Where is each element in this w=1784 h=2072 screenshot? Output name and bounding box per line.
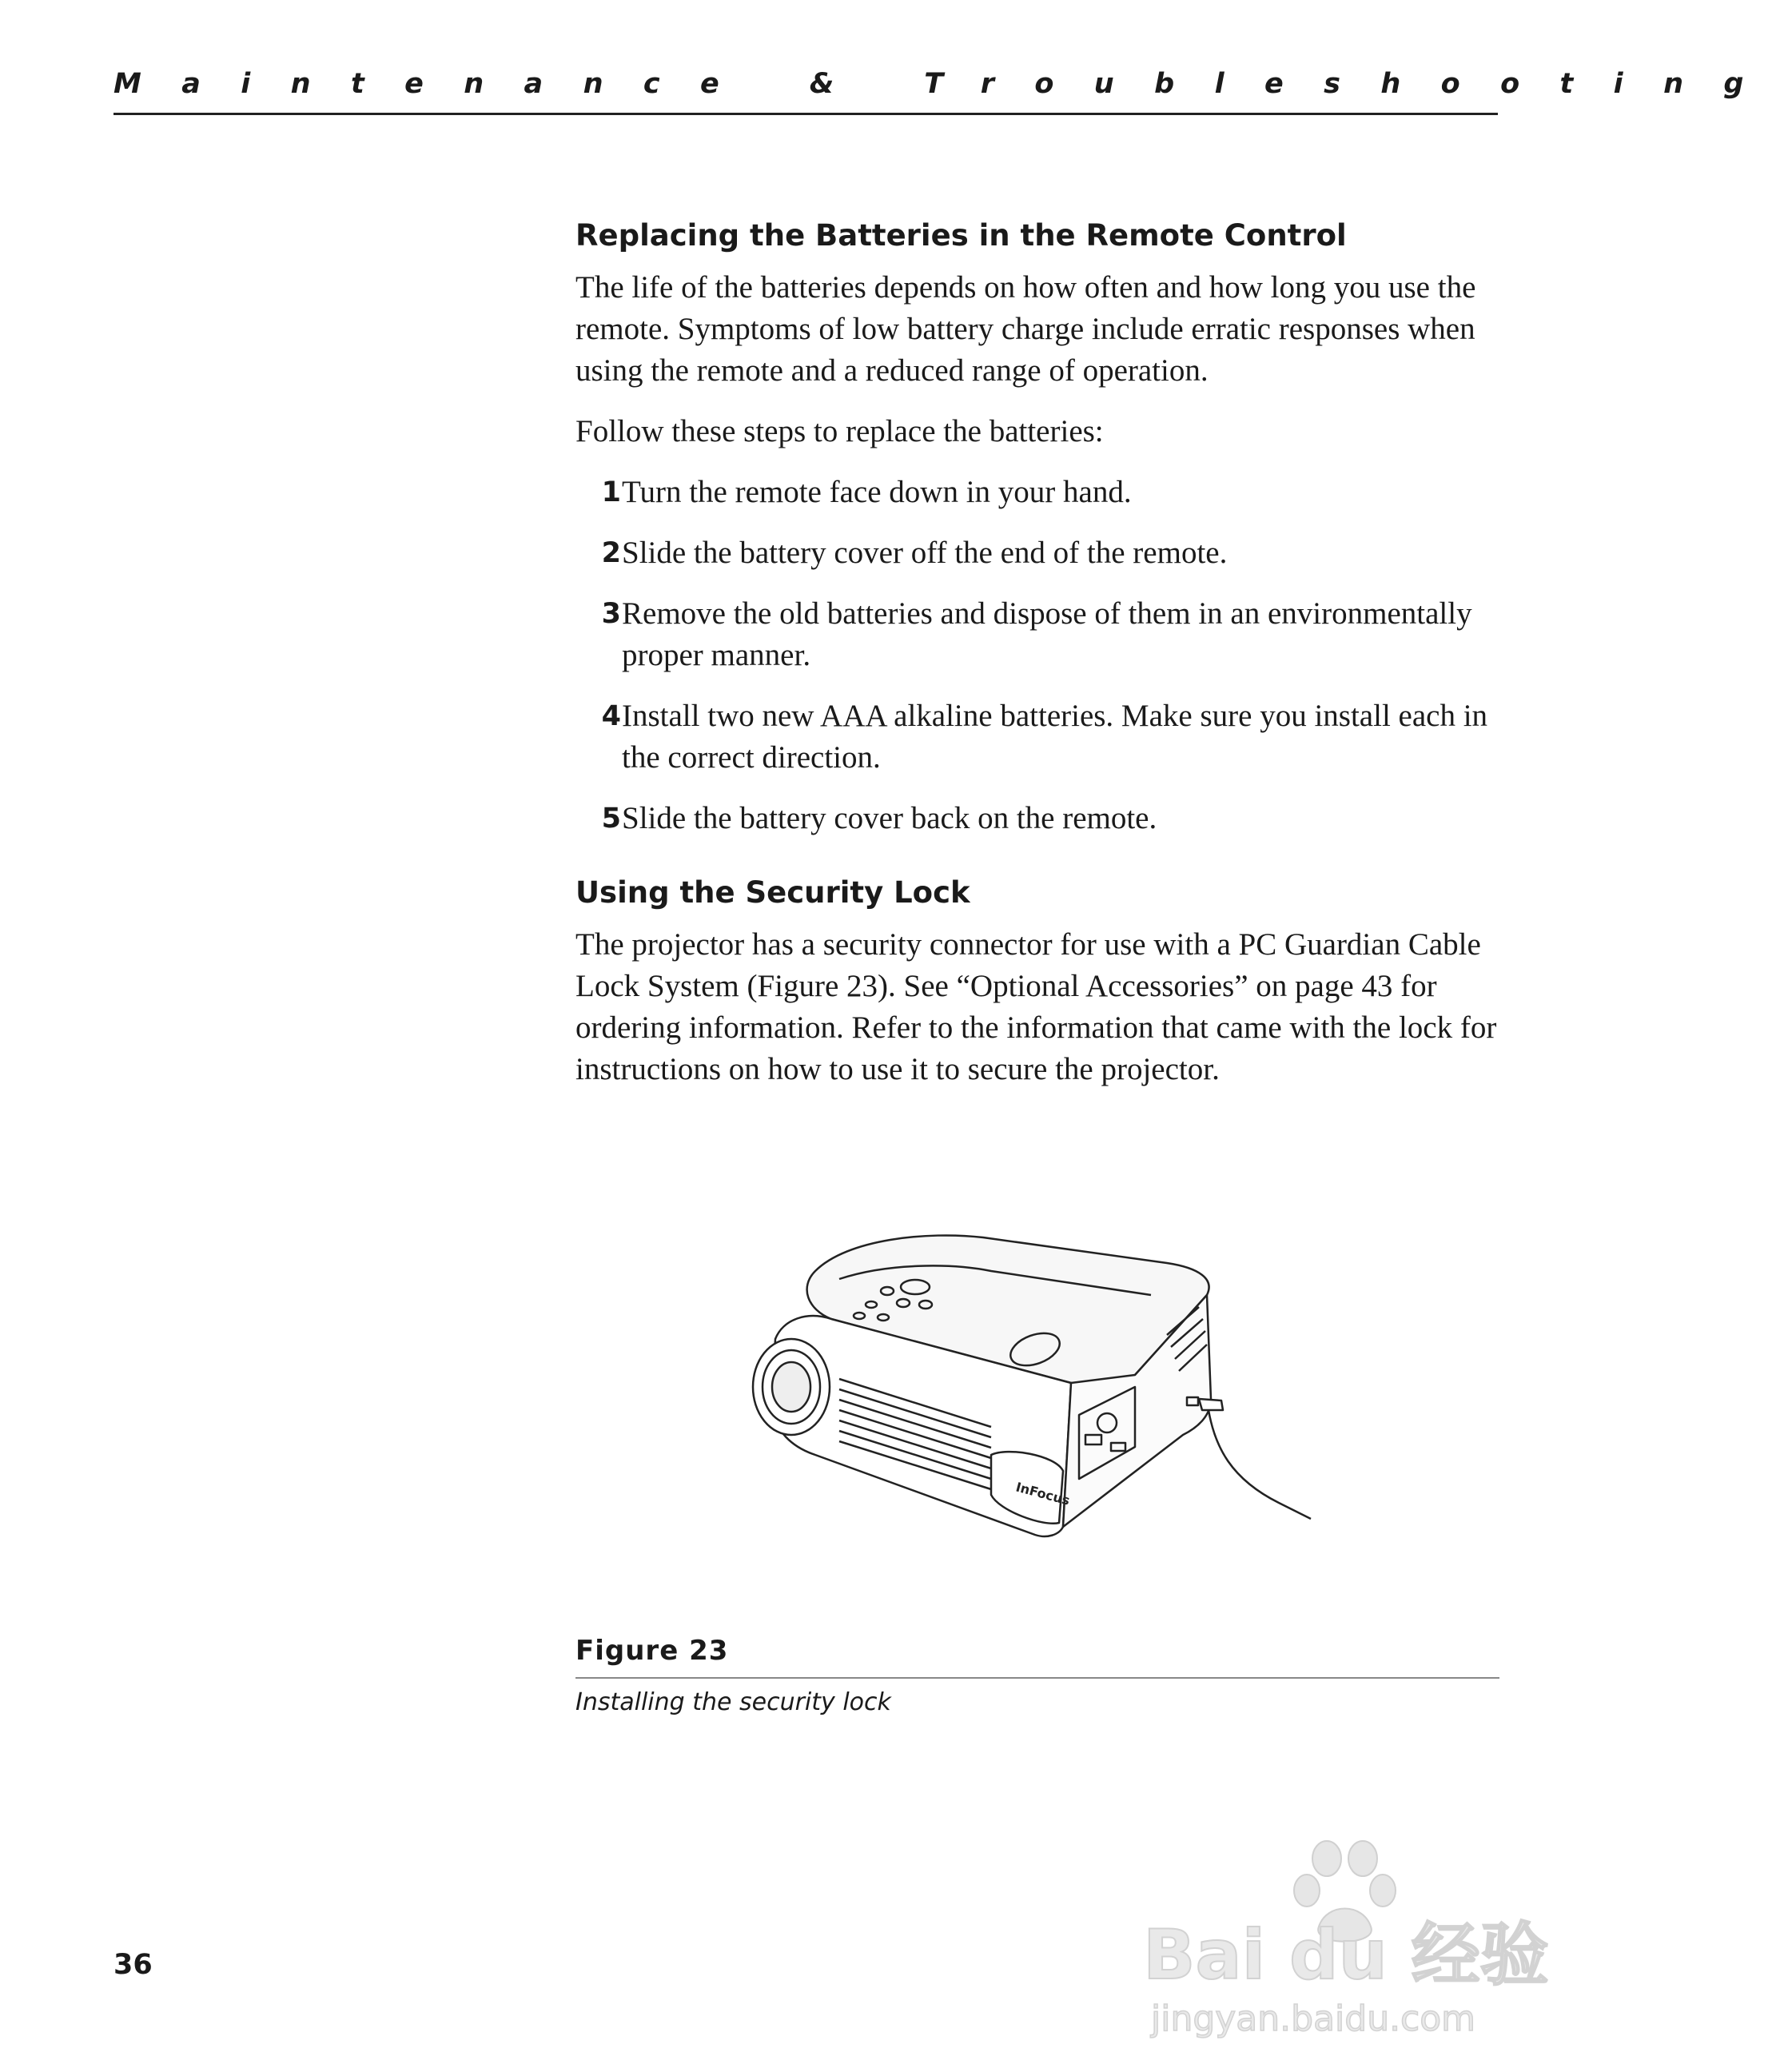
step-number: 3: [601, 598, 621, 630]
running-header: Maintenance & Troubleshooting: [113, 68, 1784, 100]
security-lock-body: The projector has a security connector for use with a PC Guardian Cable Lock System (Figure 23). See “Optional Accessories” on page 43 for ordering information. Refer to the information that came with the lock for instructions on how to use it to secure the projector.: [575, 927, 1497, 1086]
step-item: [575, 532, 1503, 574]
step-item: [575, 695, 1503, 779]
step-number: 4: [601, 700, 621, 732]
section-heading-batteries: Replacing the Batteries in the Remote Control: [575, 218, 1347, 253]
watermark-url: jingyan.baidu.com: [1151, 1998, 1476, 2039]
step-item: [575, 593, 1503, 676]
header-rule: [113, 113, 1498, 115]
step-text: Install two new AAA alkaline batteries. Make sure you install each in the correct direction.: [622, 699, 1488, 775]
step-text: Slide the battery cover back on the remote.: [622, 801, 1157, 835]
step-item: [575, 472, 1503, 513]
baidu-watermark: [1119, 1815, 1549, 2054]
main-content: [575, 216, 1503, 1110]
step-text: Slide the battery cover off the end of the remote.: [622, 536, 1228, 570]
figure-rule: [575, 1677, 1499, 1679]
figure-caption: Installing the security lock: [575, 1688, 891, 1716]
step-number: 2: [601, 537, 621, 569]
batteries-intro: The life of the batteries depends on how often and how long you use the remote. Symptoms of low battery charge include erratic responses when using the remote and a reduced range of operation.: [575, 270, 1476, 388]
batteries-lead: Follow these steps to replace the batteries:: [575, 414, 1104, 448]
step-text: Remove the old batteries and dispose of them in an environmentally proper manner.: [622, 596, 1472, 672]
step-number: 5: [601, 803, 621, 835]
projector-illustration: [719, 1215, 1375, 1615]
step-text: Turn the remote face down in your hand.: [622, 475, 1132, 509]
battery-steps: [575, 472, 1503, 839]
section-heading-security-lock: Using the Security Lock: [575, 875, 970, 910]
step-number: 1: [601, 476, 621, 508]
figure-label: Figure 23: [575, 1635, 729, 1667]
watermark-main: Bai du 经验: [1143, 1915, 1549, 1995]
brand-label: InFocus: [1013, 1479, 1072, 1508]
page-number: 36: [113, 1949, 153, 1981]
step-item: [575, 798, 1503, 839]
